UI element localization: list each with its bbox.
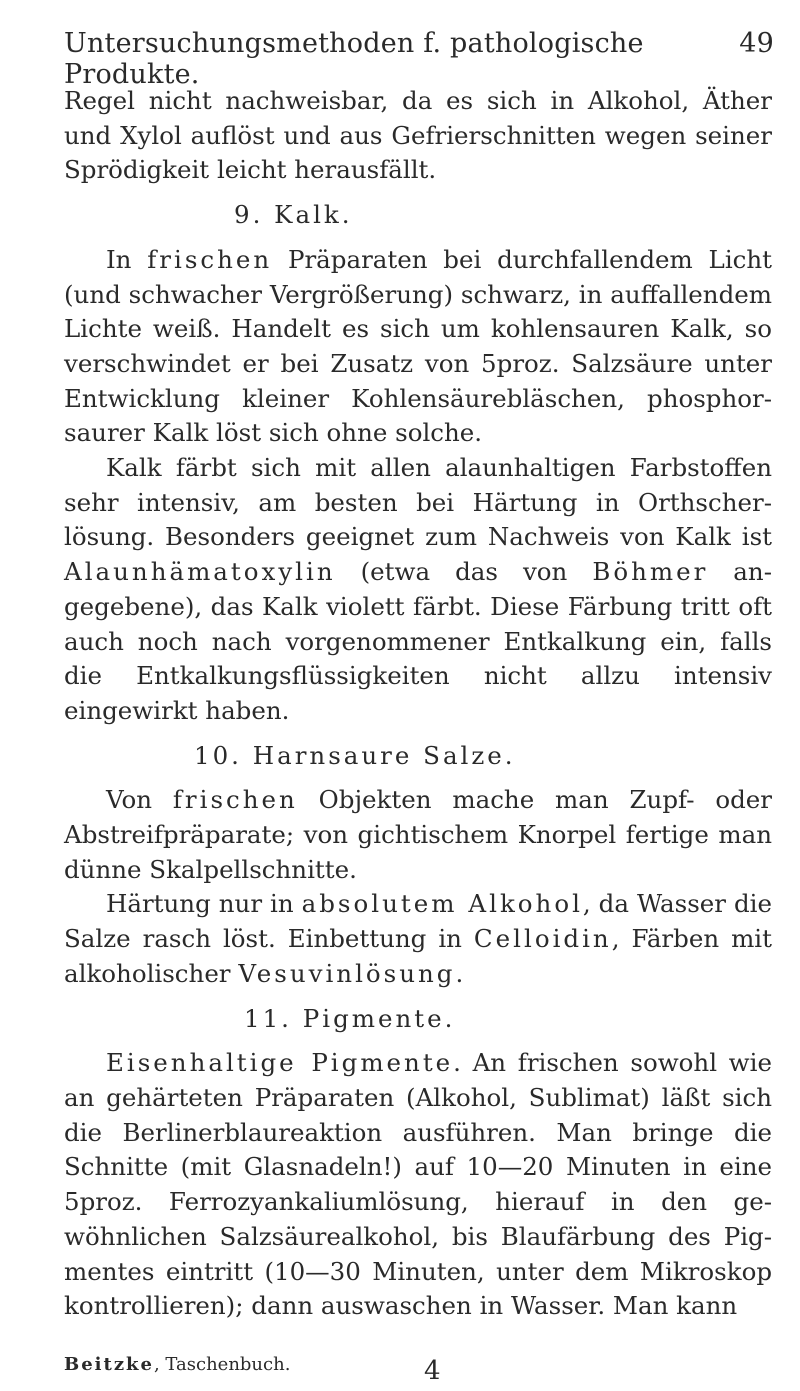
section-heading-harnsaure-salze: 10. Harnsaure Salze. (194, 740, 516, 770)
page-number: 49 (739, 28, 774, 59)
signature-mark: 4 (424, 1356, 441, 1386)
section-heading-kalk: 9. Kalk. (234, 200, 353, 230)
paragraph: Härtung nur in absolutem Alkohol, da Wasser die Salze rasch löst. Einbettung in Celloidin, Färben mit alkoholischer Vesuvinlösung. (64, 889, 772, 988)
paragraph: Eisenhaltige Pigmente. An frischen sowohl wie an gehärteten Präparaten (Alkohol, Sublimat) läßt sich die Berlinerblaureaktion ausführen. Man bringe die Schnitte (mit Glasnadeln!) auf 10—20 Minuten in eine 5proz. Ferrozyankaliumlösung, hierauf in den gewöhnlichen Salzsäurealkohol, bis Blaufärbung des Pigmentes eintritt (10—30 Minuten, unter dem Mikroskop kontrollieren); dann auswaschen in Wasser. Man kann (64, 1048, 772, 1321)
footer-book: , Taschenbuch. (153, 1354, 291, 1375)
paragraph: Von frischen Objekten mache man Zupf- oder Abstreifpräparate; von gichtischem Knorpel fertige man dünne Skalpellschnitte. (64, 785, 772, 884)
paragraph: In frischen Präparaten bei durchfallendem Licht (und schwacher Vergrößerung) schwarz, in auffallendem Lichte weiß. Handelt es sich um kohlensauren Kalk, so verschwindet er bei Zusatz von 5proz. Salzsäure unter Entwicklung kleiner Kohlensäurebläschen, phosphorsaurer Kalk löst sich ohne solche. (64, 244, 772, 448)
page-footer (64, 1354, 772, 1386)
page-body (64, 84, 772, 1324)
header-title: Untersuchungsmethoden f. pathologische Produkte. (64, 28, 644, 90)
footer-author: Beitzke (64, 1354, 154, 1375)
paragraph: Regel nicht nachweisbar, da es sich in Alkohol, Äther und Xylol auflöst und aus Gefrierschnitten wegen seiner Sprödigkeit leicht herausfällt. (64, 86, 772, 185)
running-header (64, 28, 774, 90)
paragraph: Kalk färbt sich mit allen alaunhaltigen Farbstoffen sehr intensiv, am besten bei Härtung in Orthscherlösung. Besonders geeignet zum Nachweis von Kalk ist Alaunhämatoxylin (etwa das von Böhmer angegebene), das Kalk violett färbt. Diese Färbung tritt oft auch noch nach vorgenommener Entkalkung ein, falls die Entkalkungsflüssigkeiten nicht allzu intensiv eingewirkt haben. (64, 453, 772, 725)
section-heading-pigmente: 11. Pigmente. (244, 1003, 456, 1033)
